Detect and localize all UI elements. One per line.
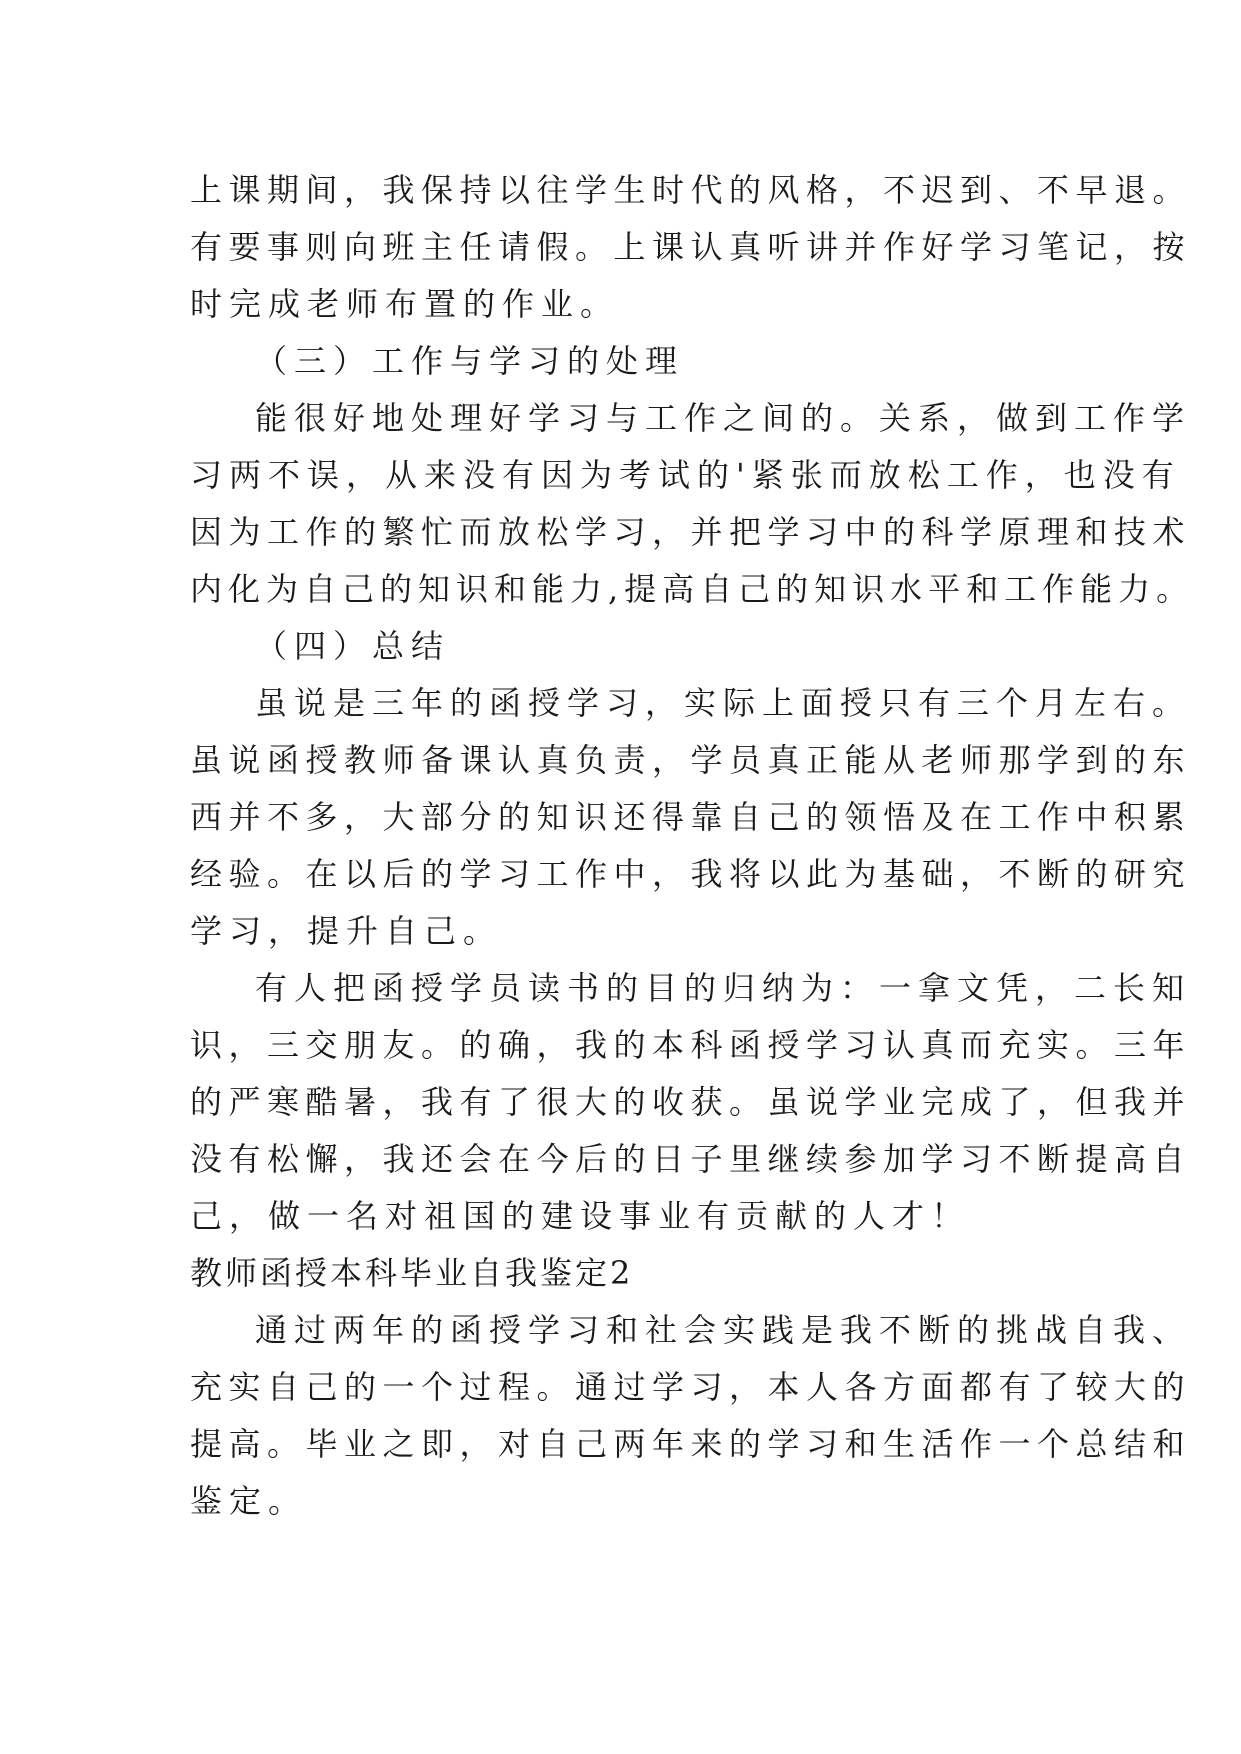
paragraph-line: 西并不多，大部分的知识还得靠自己的领悟及在工作中积累 xyxy=(190,798,1192,836)
paragraph-line: 没有松懈，我还会在今后的日子里继续参加学习不断提高自 xyxy=(190,1140,1192,1178)
document-title: 教师函授本科毕业自我鉴定2 xyxy=(190,1254,634,1292)
paragraph-line: 经验。在以后的学习工作中，我将以此为基础，不断的研究 xyxy=(190,855,1192,893)
paragraph-line: 提高。毕业之即，对自己两年来的学习和生活作一个总结和 xyxy=(190,1425,1192,1463)
section-heading: （四）总结 xyxy=(255,627,451,665)
paragraph-line: 时完成老师布置的作业。 xyxy=(190,285,620,323)
paragraph-line: 有人把函授学员读书的目的归纳为：一拿文凭，二长知 xyxy=(255,969,1192,1007)
paragraph-line: 内化为自己的知识和能力,提高自己的知识水平和工作能力。 xyxy=(190,570,1195,608)
paragraph-line: 上课期间，我保持以往学生时代的风格，不迟到、不早退。 xyxy=(190,171,1192,209)
paragraph-line: 鉴定。 xyxy=(190,1482,308,1520)
paragraph-line: 通过两年的函授学习和社会实践是我不断的挑战自我、 xyxy=(255,1311,1192,1349)
paragraph-line: 虽说函授教师备课认真负责，学员真正能从老师那学到的东 xyxy=(190,741,1192,779)
paragraph-line: 能很好地处理好学习与工作之间的。关系，做到工作学 xyxy=(255,399,1192,437)
paragraph-line: 因为工作的繁忙而放松学习，并把学习中的科学原理和技术 xyxy=(190,513,1192,551)
paragraph-line: 习两不误，从来没有因为考试的'紧张而放松工作，也没有 xyxy=(190,456,1181,494)
paragraph-line: 己，做一名对祖国的建设事业有贡献的人才！ xyxy=(190,1197,971,1235)
section-heading: （三）工作与学习的处理 xyxy=(255,342,685,380)
paragraph-line: 学习，提升自己。 xyxy=(190,912,503,950)
paragraph-line: 识，三交朋友。的确，我的本科函授学习认真而充实。三年 xyxy=(190,1026,1192,1064)
paragraph-line: 有要事则向班主任请假。上课认真听讲并作好学习笔记，按 xyxy=(190,228,1192,266)
paragraph-line: 虽说是三年的函授学习，实际上面授只有三个月左右。 xyxy=(255,684,1192,722)
paragraph-line: 充实自己的一个过程。通过学习，本人各方面都有了较大的 xyxy=(190,1368,1192,1406)
paragraph-line: 的严寒酷暑，我有了很大的收获。虽说学业完成了，但我并 xyxy=(190,1083,1192,1121)
